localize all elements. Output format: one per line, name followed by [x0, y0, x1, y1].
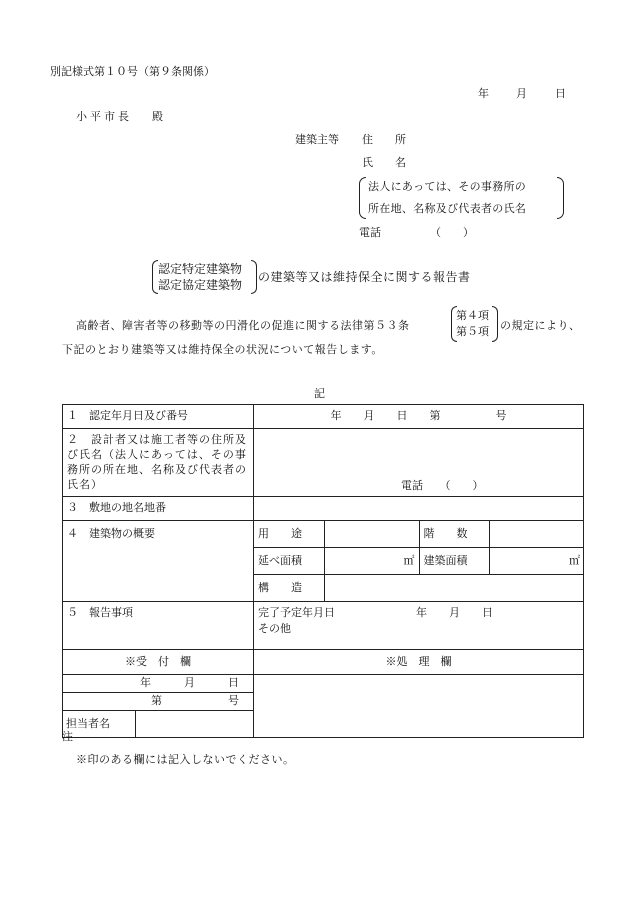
applicant-note-line1: 法人にあっては、その事務所の — [368, 180, 527, 193]
designer-label: ２ 設計者又は施工者等の住所及び氏名（法人にあっては、その事務所の所在地、名称及び代表者の氏名） — [63, 429, 254, 497]
note-1: ※印のある欄には記入しないでください。 — [76, 753, 295, 766]
building-area-label: 建築面積 — [419, 548, 489, 575]
person-in-charge-label: 担当者名 — [63, 711, 135, 738]
body-line2: 下記のとおり建築等又は維持保全の状況について報告します。 — [62, 343, 383, 356]
body-line1-suffix: の規定により、 — [500, 319, 581, 332]
row-site — [63, 497, 584, 521]
reception-header: ※受 付 欄 — [63, 650, 254, 675]
completion-label: 完了予定年月日 — [258, 606, 335, 620]
title-option-specified: 認定特定建築物 — [158, 262, 243, 276]
date-month-label: 月 — [516, 87, 527, 100]
reception-number: 第 号 — [63, 693, 253, 711]
processing-area — [254, 675, 584, 738]
building-area-value[interactable]: ㎡ — [489, 548, 584, 575]
report-items-label: ５ 報告事項 — [63, 602, 254, 650]
reception-grid — [63, 675, 253, 737]
total-area-value[interactable]: ㎡ — [324, 548, 419, 575]
applicant-note-line2: 所在地、名称及び代表者の氏名 — [368, 202, 527, 215]
clause-5: 第５項 — [456, 325, 489, 338]
floors-value[interactable] — [489, 521, 584, 548]
structure-label: 構 造 — [254, 575, 324, 602]
building-overview-grid — [254, 521, 584, 601]
certification-label: １ 認定年月日及び番号 — [63, 405, 254, 429]
ki-heading: 記 — [314, 387, 325, 400]
row-report-items — [63, 602, 584, 650]
designer-phone[interactable]: 電話 （ ） — [254, 429, 584, 497]
honorific: 殿 — [152, 110, 163, 123]
address-label: 住 所 — [362, 133, 406, 146]
note-title: 注 — [62, 730, 73, 743]
row-designer — [63, 429, 584, 497]
use-value[interactable] — [324, 521, 419, 548]
reception-date: 年 月 日 — [63, 675, 253, 693]
title-option-agreement: 認定協定建築物 — [158, 278, 243, 292]
applicant-phone-label: 電話 — [359, 226, 381, 239]
row-office-use-header — [63, 650, 584, 675]
applicant-note-left-bracket — [359, 177, 366, 219]
use-label: 用 途 — [254, 521, 324, 548]
total-area-label: 延べ面積 — [254, 548, 324, 575]
site-label: ３ 敷地の地名地番 — [63, 497, 254, 521]
applicant-phone-paren: （ ） — [430, 226, 474, 239]
completion-date[interactable]: 年 月 日 — [416, 606, 493, 620]
title-right-bracket — [251, 260, 257, 294]
clause-4: 第４項 — [456, 309, 489, 322]
clause-right-bracket — [492, 306, 498, 342]
row-building-overview — [63, 521, 584, 602]
person-in-charge-value — [135, 711, 253, 738]
applicant-role-label: 建築主等 — [295, 133, 339, 146]
building-overview-label: ４ 建築物の概要 — [63, 521, 254, 602]
structure-value[interactable] — [324, 575, 584, 602]
processing-header: ※処 理 欄 — [254, 650, 584, 675]
addressee: 小平市長 — [76, 110, 132, 123]
date-day-label: 日 — [555, 87, 566, 100]
site-value[interactable] — [254, 497, 584, 521]
date-year-label: 年 — [478, 87, 489, 100]
name-label: 氏 名 — [362, 156, 406, 169]
row-office-use-body — [63, 675, 584, 738]
other-label: その他 — [258, 622, 291, 636]
form-number: 別記様式第１０号（第９条関係） — [50, 65, 215, 78]
applicant-note-right-bracket — [557, 177, 564, 219]
body-line1-prefix: 高齢者、障害者等の移動等の円滑化の促進に関する法律第５３条 — [76, 319, 410, 332]
row-certification — [63, 405, 584, 429]
certification-value[interactable]: 年 月 日 第 号 — [254, 405, 584, 429]
report-table — [62, 404, 584, 738]
floors-label: 階 数 — [419, 521, 489, 548]
title-suffix: の建築等又は維持保全に関する報告書 — [258, 270, 471, 284]
